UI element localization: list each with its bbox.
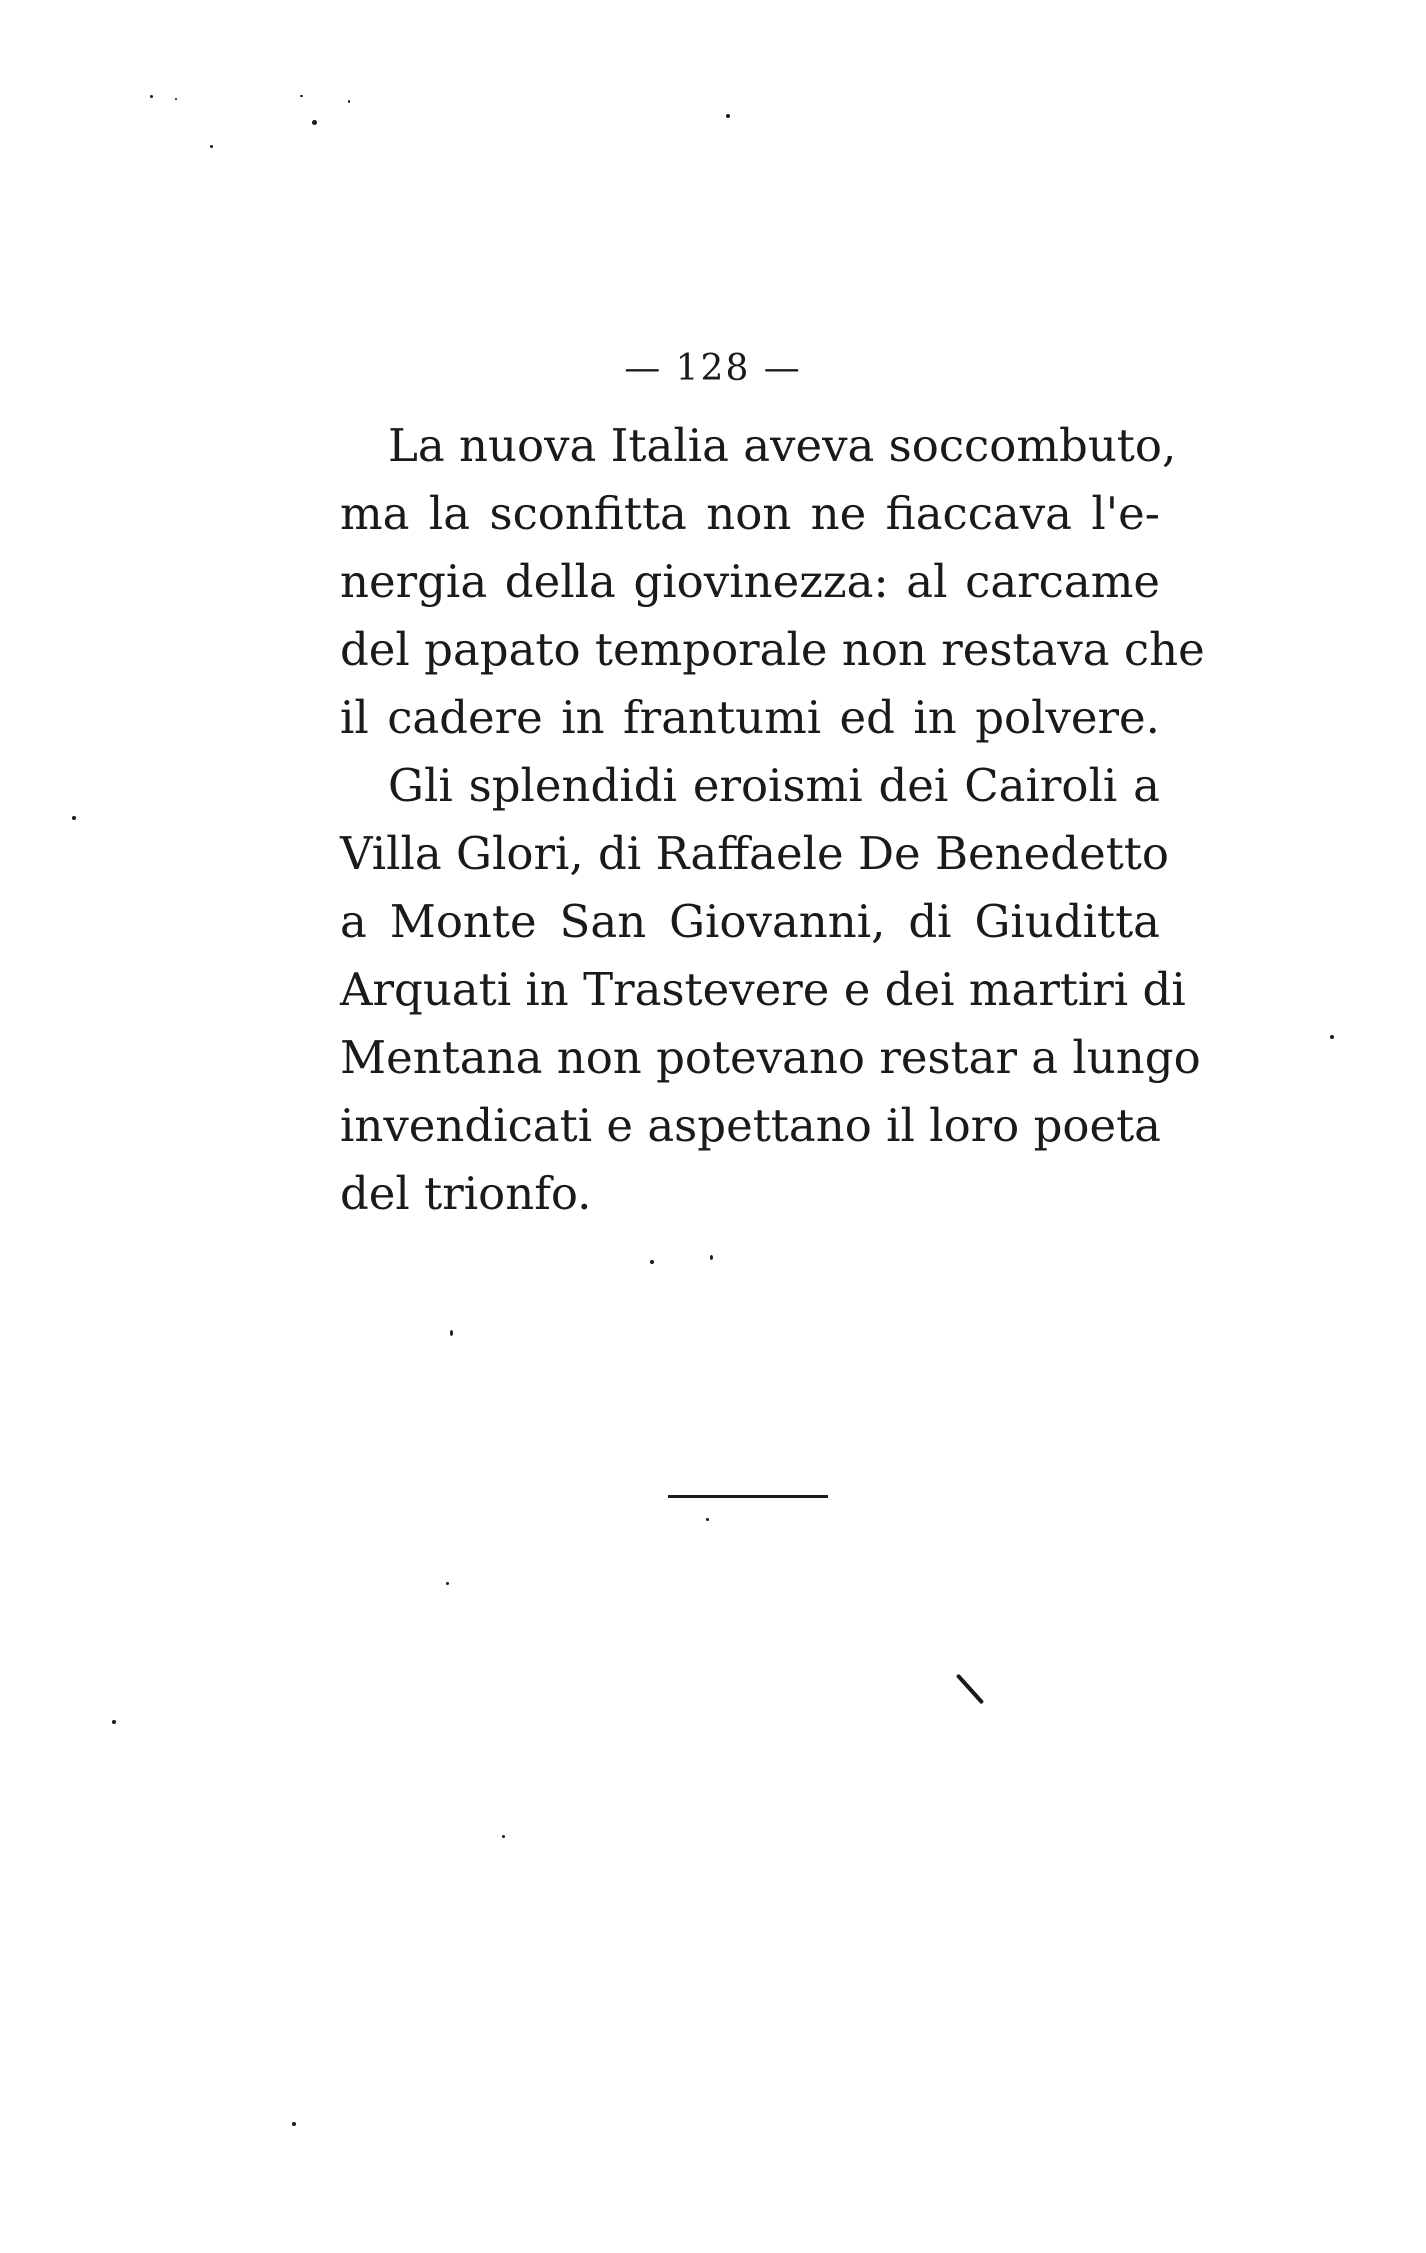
scan-speck [650, 1260, 654, 1264]
scan-speck [348, 100, 350, 103]
scan-speck [726, 114, 730, 118]
text-line: Villa Glori, di Raffaele De Benedetto [340, 827, 1169, 880]
scan-speck [292, 2122, 296, 2126]
scan-speck [446, 1582, 449, 1585]
scan-speck [150, 95, 153, 98]
paragraph-1 [340, 412, 1205, 752]
text-line: La nuova Italia aveva soccombuto, [388, 419, 1177, 472]
body-text [340, 412, 1205, 1228]
text-line: invendicati e aspettano il loro poeta [340, 1099, 1162, 1152]
text-line: il cadere in frantumi ed in polvere. [340, 691, 1160, 744]
text-line: nergia della giovinezza: al carcame [340, 555, 1160, 608]
text-line: del trionfo. [340, 1167, 592, 1220]
page-number: — 128 — [624, 348, 802, 389]
text-line: Gli splendidi eroismi dei Cairoli a [388, 759, 1160, 812]
scan-speck [706, 1518, 709, 1521]
text-line: ma la sconfitta non ne fiaccava l'e- [340, 487, 1160, 540]
scan-speck [210, 145, 213, 148]
scan-speck [502, 1835, 505, 1838]
text-line: a Monte San Giovanni, di Giuditta [340, 895, 1160, 948]
scan-speck [710, 1255, 713, 1260]
text-line: Mentana non potevano restar a lungo [340, 1031, 1201, 1084]
scan-speck [956, 1674, 984, 1705]
scan-speck [72, 816, 76, 820]
text-line: del papato temporale non restava che [340, 623, 1205, 676]
scan-speck [1330, 1035, 1334, 1039]
text-line: Arquati in Trastevere e dei martiri di [340, 963, 1186, 1016]
scan-speck [450, 1330, 453, 1336]
scan-speck [312, 120, 317, 125]
scan-speck [175, 98, 177, 100]
section-divider [668, 1495, 828, 1498]
scan-speck [112, 1720, 116, 1724]
scan-speck [300, 95, 303, 97]
paragraph-2 [340, 752, 1201, 1228]
